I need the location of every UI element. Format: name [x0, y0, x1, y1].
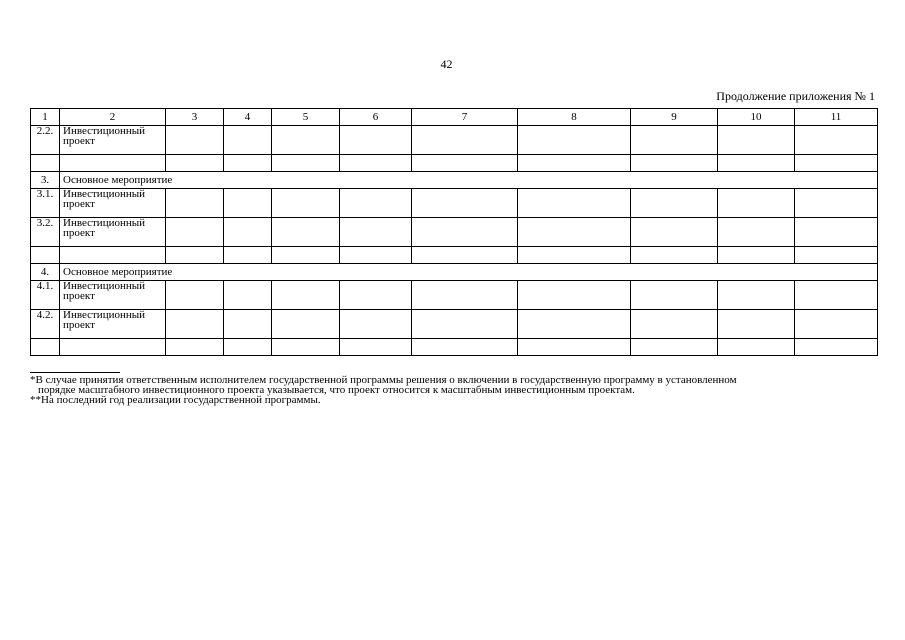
empty-cell	[412, 247, 518, 264]
empty-cell	[795, 189, 878, 218]
empty-cell	[631, 126, 718, 155]
empty-cell	[718, 339, 795, 356]
empty-cell	[166, 310, 224, 339]
empty-cell	[518, 155, 631, 172]
empty-cell	[412, 218, 518, 247]
empty-cell	[60, 155, 166, 172]
empty-cell	[412, 155, 518, 172]
empty-cell	[166, 339, 224, 356]
empty-cell	[272, 218, 340, 247]
empty-cell	[224, 281, 272, 310]
empty-cell	[31, 247, 60, 264]
appendix-continuation-label: Продолжение приложения № 1	[716, 89, 875, 103]
section-title: Основное мероприятие	[60, 172, 878, 189]
empty-cell	[224, 339, 272, 356]
blank-row	[31, 247, 878, 264]
empty-cell	[31, 155, 60, 172]
header-cell: 5	[272, 109, 340, 126]
project-row	[31, 218, 878, 247]
table-header-row	[31, 109, 878, 126]
blank-row	[31, 339, 878, 356]
empty-cell	[718, 155, 795, 172]
project-name: Инвестиционный проект	[60, 189, 166, 218]
row-number: 3.	[31, 172, 60, 189]
empty-cell	[224, 218, 272, 247]
empty-cell	[518, 281, 631, 310]
project-name: Инвестиционный проект	[60, 310, 166, 339]
row-number: 4.1.	[31, 281, 60, 310]
empty-cell	[340, 310, 412, 339]
empty-cell	[340, 189, 412, 218]
empty-cell	[272, 247, 340, 264]
project-name: Инвестиционный проект	[60, 281, 166, 310]
section-title: Основное мероприятие	[60, 264, 878, 281]
investment-projects-table	[30, 108, 878, 356]
empty-cell	[718, 310, 795, 339]
empty-cell	[631, 310, 718, 339]
empty-cell	[272, 339, 340, 356]
empty-cell	[631, 339, 718, 356]
empty-cell	[795, 247, 878, 264]
empty-cell	[795, 339, 878, 356]
project-row	[31, 281, 878, 310]
empty-cell	[166, 189, 224, 218]
empty-cell	[412, 339, 518, 356]
header-cell: 8	[518, 109, 631, 126]
empty-cell	[166, 126, 224, 155]
empty-cell	[795, 155, 878, 172]
empty-cell	[631, 155, 718, 172]
header-cell: 10	[718, 109, 795, 126]
empty-cell	[518, 310, 631, 339]
empty-cell	[272, 189, 340, 218]
empty-cell	[224, 189, 272, 218]
project-name: Инвестиционный проект	[60, 126, 166, 155]
project-name: Инвестиционный проект	[60, 218, 166, 247]
empty-cell	[718, 189, 795, 218]
empty-cell	[60, 339, 166, 356]
row-number: 3.2.	[31, 218, 60, 247]
empty-cell	[412, 310, 518, 339]
empty-cell	[631, 247, 718, 264]
row-number: 3.1.	[31, 189, 60, 218]
empty-cell	[340, 339, 412, 356]
empty-cell	[718, 218, 795, 247]
empty-cell	[718, 247, 795, 264]
empty-cell	[60, 247, 166, 264]
header-cell: 7	[412, 109, 518, 126]
footnote-1-line-1: *В случае принятия ответственным исполнителем государственной программы решения о включении в государственную программу в установленном	[30, 374, 737, 386]
empty-cell	[340, 155, 412, 172]
footnote-1-line-2: порядке масштабного инвестиционного проекта указывается, что проект относится к масштабным инвестиционным проектам.	[38, 384, 635, 396]
header-cell: 3	[166, 109, 224, 126]
empty-cell	[518, 339, 631, 356]
project-row	[31, 126, 878, 155]
empty-cell	[340, 247, 412, 264]
header-cell: 9	[631, 109, 718, 126]
empty-cell	[272, 155, 340, 172]
footnotes	[30, 375, 877, 405]
empty-cell	[224, 155, 272, 172]
empty-cell	[631, 189, 718, 218]
section-row	[31, 264, 878, 281]
empty-cell	[795, 310, 878, 339]
footnote-separator	[30, 372, 120, 373]
empty-cell	[224, 126, 272, 155]
empty-cell	[795, 218, 878, 247]
empty-cell	[224, 247, 272, 264]
empty-cell	[31, 339, 60, 356]
header-cell: 1	[31, 109, 60, 126]
header-cell: 11	[795, 109, 878, 126]
empty-cell	[340, 218, 412, 247]
empty-cell	[518, 247, 631, 264]
empty-cell	[340, 281, 412, 310]
empty-cell	[340, 126, 412, 155]
empty-cell	[795, 126, 878, 155]
empty-cell	[272, 126, 340, 155]
header-cell: 6	[340, 109, 412, 126]
row-number: 4.	[31, 264, 60, 281]
blank-row	[31, 155, 878, 172]
empty-cell	[272, 310, 340, 339]
project-row	[31, 310, 878, 339]
footnote-1	[30, 375, 877, 395]
empty-cell	[224, 310, 272, 339]
empty-cell	[166, 218, 224, 247]
empty-cell	[518, 218, 631, 247]
empty-cell	[412, 281, 518, 310]
section-row	[31, 172, 878, 189]
header-cell: 4	[224, 109, 272, 126]
footnote-2: **На последний год реализации государственной программы.	[30, 394, 321, 406]
empty-cell	[166, 247, 224, 264]
page-number: 42	[440, 57, 453, 71]
empty-cell	[166, 281, 224, 310]
project-row	[31, 189, 878, 218]
header-cell: 2	[60, 109, 166, 126]
empty-cell	[518, 126, 631, 155]
row-number: 4.2.	[31, 310, 60, 339]
empty-cell	[272, 281, 340, 310]
empty-cell	[631, 218, 718, 247]
empty-cell	[412, 189, 518, 218]
empty-cell	[166, 155, 224, 172]
empty-cell	[631, 281, 718, 310]
empty-cell	[795, 281, 878, 310]
empty-cell	[718, 126, 795, 155]
empty-cell	[718, 281, 795, 310]
empty-cell	[518, 189, 631, 218]
empty-cell	[412, 126, 518, 155]
row-number: 2.2.	[31, 126, 60, 155]
